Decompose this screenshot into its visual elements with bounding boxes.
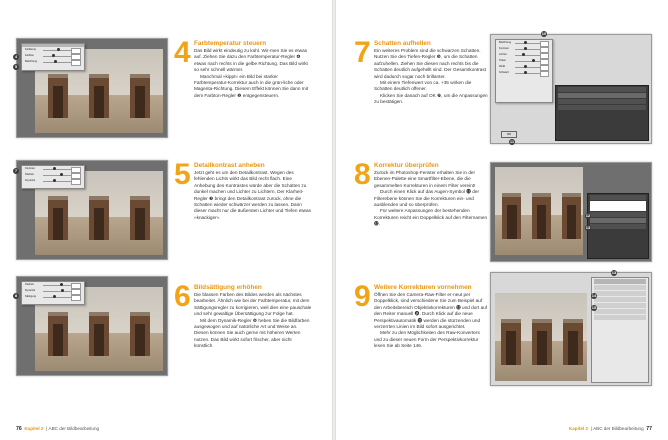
- step-title: Bildsättigung erhöhen: [194, 284, 262, 291]
- marker-14: 14: [591, 293, 597, 298]
- slider-whites[interactable]: [499, 65, 549, 70]
- paragraph: Für weitere Anpassungen der bestehenden Korrekturen reicht ein Doppelklick auf den Filternamen ⓬.: [374, 208, 488, 227]
- chapter-title: ABC der Bildbearbeitung: [48, 426, 100, 431]
- page-number: 76: [16, 426, 22, 432]
- slider-shadows[interactable]: [499, 59, 549, 64]
- slider-tint[interactable]: [25, 54, 81, 59]
- slider-label: Kontrast: [499, 47, 509, 50]
- chapter-title: ABC der Bildbearbeitung: [593, 426, 644, 431]
- step-number: 4: [174, 36, 191, 69]
- slider-saturation[interactable]: [25, 295, 81, 300]
- layers-panel: [587, 193, 649, 259]
- step-body: [374, 292, 488, 350]
- step-title: Farbtemperatur steuern: [194, 40, 267, 47]
- ok-button[interactable]: OK: [501, 131, 517, 138]
- step-number: 5: [174, 158, 191, 191]
- slider-label: Klarheit: [25, 173, 34, 176]
- step-9: [354, 282, 490, 392]
- slider-label: Dynamik: [25, 289, 36, 292]
- camera-raw-basic-panel: [495, 39, 553, 103]
- beach-huts-photo: [495, 167, 583, 255]
- slider-exposure[interactable]: [25, 60, 81, 65]
- paragraph: Manchmal »kippt« ein Bild bei starker Farbtemperatur-Korrektur auch in die grün-liche oder Magenta-Richtung. Diesem Effekt können Sie dann mit dem Farbton-Regler ❺ entgegensteuern.: [194, 73, 309, 98]
- paragraph: Mit einem Tiefenwert von ca. +35 wirken die Schatten deutlich offener.: [374, 80, 472, 92]
- marker-5: 5: [14, 64, 18, 69]
- paragraph: Mehr zu den Möglichkeiten des Raw-Konverters und zu dieser neuen Form der Perspektivkorrektur lesen Sie ab Seite 146.: [374, 330, 480, 349]
- slider-label: Sättigung: [25, 295, 36, 298]
- slider-label: Dynamik: [25, 179, 36, 182]
- slider-label: Farbtemp.: [25, 48, 37, 51]
- paragraph: Jetzt geht es um den Detailkontrast. Wegen des fehlenden Lichts wirkt das Bild recht flach. Eine Anhebung des Kontrastes würde aber die Schatten zu dunkel machen und Lichter zu Lichtern. Der Klarheit-Regler ❼ bringt den Detailkontrast zurück, ohne die Schatten wieder schwärzer werden zu lassen. Dann dieser macht nur die äußersten Lichter und Tiefen etwas »knackiger«.: [194, 170, 311, 220]
- slider-vibrance[interactable]: [25, 289, 81, 294]
- step-4: [174, 38, 314, 138]
- left-footer: 76 Kapitel 2 | ABC der Bildbearbeitung: [16, 426, 100, 432]
- step4-screenshot: [16, 38, 168, 138]
- marker-15: 15: [591, 305, 597, 310]
- step-number: 6: [174, 280, 191, 313]
- slider-label: Schwarz: [499, 71, 509, 74]
- step9-screenshot: [490, 272, 652, 386]
- slider-clarity[interactable]: [25, 173, 81, 178]
- marker-11: 11: [509, 139, 515, 144]
- slider-label: Belichtung: [25, 60, 38, 63]
- paragraph: Das Bild wirkt eindeutig zu kühl. Wir-men Sie es etwas auf. Ziehen Sie dazu den Farbtemperatur-Regler ❹ etwas nach rechts in die gelbe Richtung. Das Bild wirkt so sehr schnell wärmer.: [194, 48, 308, 73]
- marker-10: 10: [541, 31, 547, 36]
- step7-screenshot: [490, 31, 652, 144]
- step-title: Weitere Korrekturen vornehmen: [374, 284, 472, 291]
- camera-raw-panel: [21, 43, 85, 71]
- right-page: [336, 0, 668, 440]
- step-6: [174, 282, 314, 392]
- marker-13: 13: [611, 270, 617, 275]
- marker-12: 12: [585, 213, 591, 218]
- slider-highlights[interactable]: [499, 53, 549, 58]
- camera-raw-panel: [21, 281, 85, 305]
- slider-label: Lichter: [499, 53, 507, 56]
- marker-13: 13: [585, 225, 591, 230]
- slider-label: Kontrast: [25, 167, 35, 170]
- step-body: [374, 48, 488, 106]
- step-7: [354, 38, 490, 148]
- chapter-label: Kapitel 2: [24, 426, 44, 431]
- marker-8: 8: [14, 293, 18, 298]
- slider-label: Weiß: [499, 65, 506, 68]
- step-body: [374, 170, 488, 228]
- step-number: 7: [354, 36, 371, 69]
- camera-raw-panel: [21, 165, 85, 189]
- slider-contrast[interactable]: [25, 167, 81, 172]
- step-body: [194, 292, 312, 350]
- slider-label: Belichtung: [499, 41, 512, 44]
- step6-screenshot: [16, 276, 168, 376]
- marker-7: 7: [14, 168, 18, 173]
- paragraph: Mit dem Dynamik-Regler ❽ heben Sie die Bildfarben ausgewogen und auf natürliche Art und Weise an. Diesen können Sie auch gerne mit höheren Werten nutzen. Das Bild wirkt sofort frischer, aber nicht künstlich.: [194, 317, 310, 349]
- step8-screenshot: [490, 162, 652, 262]
- slider-temperature[interactable]: [25, 48, 81, 53]
- beach-huts-photo: [495, 293, 587, 381]
- paragraph: Die blassen Farben des Bildes werden als nächstes bearbeitet. Ähnlich wie bei der Farbtemperatur, mit dem Sättigungsregler zu korrigieren, weil dies eine pauschale und sehr gewaltige Übersättigung zur Folge hat.: [194, 292, 312, 317]
- slider-exposure[interactable]: [499, 41, 549, 46]
- step-body: [194, 170, 312, 221]
- step-5: [174, 160, 314, 270]
- slider-clarity[interactable]: [25, 283, 81, 288]
- step-8: [354, 160, 490, 270]
- left-page: [0, 0, 332, 440]
- slider-vibrance[interactable]: [25, 179, 81, 184]
- step-number: 9: [354, 280, 371, 313]
- slider-label: Tiefen: [499, 59, 507, 62]
- step-title: Detailkontrast anheben: [194, 162, 265, 169]
- chapter-label: Kapitel 2: [568, 426, 589, 431]
- paragraph: Durch einen Klick auf das Augen-Symbol ⓫ der Filterebene können Sie die Korrekturen ein- und ausblenden und so überprüfen.: [374, 189, 480, 208]
- slider-blacks[interactable]: [499, 71, 549, 76]
- step-number: 8: [354, 158, 371, 191]
- marker-4: 4: [14, 54, 18, 59]
- layers-panel: [555, 85, 649, 141]
- step-title: Korrektur überprüfen: [374, 162, 439, 169]
- slider-label: Klarheit: [25, 283, 34, 286]
- page-number: 77: [646, 426, 652, 432]
- lens-correction-panel: [591, 277, 649, 383]
- step-body: [194, 48, 312, 99]
- paragraph: Zurück im Photoshop-Fenster erhalten Sie in der Ebenen-Palette eine Smartfilter-Ebene, die die gesammelten Korrekturen in einem Filter vereint!: [374, 170, 476, 188]
- step-title: Schatten aufhellen: [374, 40, 431, 47]
- paragraph: Klicken Sie danach auf OK ❿, um die Anpassungen zu bestätigen.: [374, 92, 488, 105]
- right-footer: Kapitel 2 | ABC der Bildbearbeitung 77: [568, 426, 652, 432]
- paragraph: Öffnen Sie den Camera-Raw-Filter er-neut per Doppelklick, sind verschiedene Sie zum Beispiel auf den Arbeitsbereich Objektivkorrekturen ⓭ und dort auf den Reiter manuell ⓮. Durch Klick auf die neue Perspektivautomatik ⓯ werden die stürzenden und verzerrten Linien im Bild sofort ausgerichtet.: [374, 292, 488, 330]
- slider-label: Farbton: [25, 54, 34, 57]
- step5-screenshot: [16, 160, 168, 260]
- paragraph: Ein weiteres Problem sind die schwarzen Schatten. Nutzen Sie den Tiefen-Regler ❾, um die Schatten aufzuhellen. Ziehen Sie diesen nach rechts bis die Schatten deutlich aufgehellt sind. Der Gesamtkontrast wird dadurch sogar noch brillanter.: [374, 48, 487, 79]
- slider-contrast[interactable]: [499, 47, 549, 52]
